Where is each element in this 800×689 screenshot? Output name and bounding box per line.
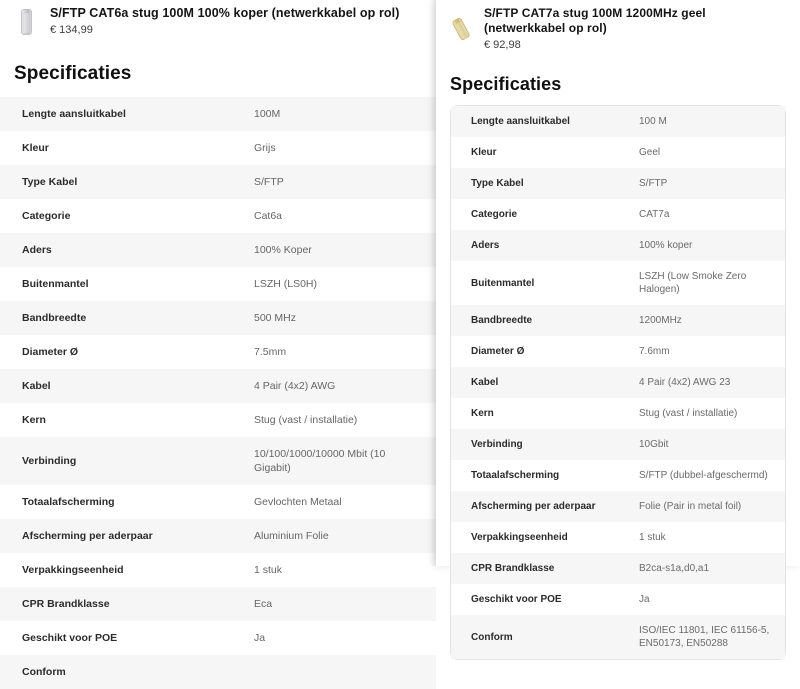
spec-value: 100% koper: [639, 240, 693, 251]
right-spec-table: [451, 106, 785, 659]
spec-key: Kabel: [471, 377, 499, 388]
spec-value: Geel: [639, 147, 661, 158]
right-product-header[interactable]: [436, 0, 800, 60]
spec-key: CPR Brandklasse: [471, 563, 555, 574]
spec-key: Kern: [471, 408, 494, 419]
spec-row: [451, 168, 785, 199]
spec-value: Cat6a: [254, 210, 283, 222]
spec-key: Totaalafscherming: [22, 496, 115, 508]
left-product-price: € 134,99: [50, 24, 93, 36]
spec-key: Afscherming per aderpaar: [22, 530, 153, 542]
spec-value: 1 stuk: [639, 532, 666, 543]
spec-key: Conform: [22, 666, 66, 678]
spec-row: [0, 131, 436, 165]
spec-key: Afscherming per aderpaar: [471, 501, 596, 512]
spec-value: Eca: [254, 598, 273, 610]
spec-key: Kern: [22, 414, 46, 426]
spec-row: [0, 165, 436, 199]
spec-key: Type Kabel: [22, 176, 78, 188]
spec-value: 100% Koper: [254, 244, 312, 256]
spec-row: [451, 429, 785, 460]
spec-value: [246, 655, 436, 689]
spec-row: [451, 398, 785, 429]
spec-key: Aders: [22, 244, 52, 256]
spec-row: [0, 621, 436, 655]
cable-reel-icon: [448, 14, 474, 44]
spec-key: Lengte aansluitkabel: [22, 108, 126, 120]
spec-value: Ja: [254, 632, 266, 644]
spec-key: Verbinding: [22, 455, 77, 467]
spec-value: 7.6mm: [639, 346, 670, 357]
spec-key: Categorie: [22, 210, 71, 222]
spec-key: Verpakkingseenheid: [471, 532, 568, 543]
spec-key: Geschikt voor POE: [471, 594, 562, 605]
spec-row: [451, 553, 785, 584]
left-product-title: S/FTP CAT6a stug 100M 100% koper (netwerkkabel op rol): [50, 6, 400, 20]
spec-value: Stug (vast / installatie): [254, 414, 358, 426]
right-product-panel: [436, 0, 800, 649]
spec-value: 1 stuk: [254, 564, 283, 576]
spec-key: Type Kabel: [471, 178, 524, 189]
right-section-heading: Specificaties: [450, 74, 562, 94]
spec-value: LSZH (Low Smoke Zero Halogen): [639, 271, 747, 295]
spec-value: Grijs: [254, 142, 276, 154]
spec-row: [451, 106, 785, 137]
spec-key: Bandbreedte: [471, 315, 533, 326]
spec-row: [0, 301, 436, 335]
left-product-header[interactable]: [0, 0, 436, 47]
spec-key: CPR Brandklasse: [22, 598, 110, 610]
spec-key: Lengte aansluitkabel: [471, 116, 570, 127]
spec-row: [0, 369, 436, 403]
cable-reel-icon: [14, 7, 40, 37]
spec-key: Buitenmantel: [22, 278, 89, 290]
spec-row: [451, 367, 785, 398]
spec-key: Kabel: [22, 380, 51, 392]
spec-value: 100M: [254, 108, 281, 120]
spec-value: 7.5mm: [254, 346, 287, 358]
spec-row: [0, 267, 436, 301]
spec-value: Folie (Pair in metal foil): [639, 501, 742, 512]
spec-value: S/FTP: [639, 178, 668, 189]
left-spec-table: [0, 97, 436, 689]
spec-value: Aluminium Folie: [254, 530, 329, 542]
spec-row: [0, 655, 436, 689]
spec-key: Aders: [471, 240, 500, 251]
spec-row: [451, 460, 785, 491]
spec-value: 100 M: [639, 116, 667, 127]
spec-row: [451, 199, 785, 230]
spec-row: [451, 336, 785, 367]
spec-key: Conform: [471, 631, 513, 643]
spec-value: Gevlochten Metaal: [254, 496, 342, 508]
spec-row: [451, 522, 785, 553]
spec-value: CAT7a: [639, 209, 670, 220]
spec-row: [0, 403, 436, 437]
spec-value: 10/100/1000/10000 Mbit (10 Gigabit): [254, 448, 386, 474]
spec-value: B2ca-s1a,d0,a1: [639, 563, 710, 574]
spec-row: [451, 261, 785, 305]
spec-key: Diameter Ø: [471, 346, 525, 357]
spec-row: [0, 485, 436, 519]
left-section-heading: Specificaties: [14, 63, 132, 84]
spec-value: ISO/IEC 11801, IEC 61156-5, EN50173, EN50288: [639, 625, 770, 649]
spec-row: [451, 305, 785, 336]
spec-key: Verbinding: [471, 439, 523, 450]
spec-row: [0, 199, 436, 233]
spec-value: Stug (vast / installatie): [639, 408, 738, 419]
spec-row: [0, 97, 436, 131]
spec-row: [0, 335, 436, 369]
spec-row: [451, 230, 785, 261]
spec-value: 4 Pair (4x2) AWG 23: [639, 377, 731, 388]
spec-row: [451, 584, 785, 615]
right-product-title: S/FTP CAT7a stug 100M 1200MHz geel (netwerkkabel op rol): [484, 6, 706, 35]
spec-row: [0, 553, 436, 587]
spec-row: [0, 587, 436, 621]
spec-key: Buitenmantel: [471, 277, 535, 289]
spec-value: S/FTP: [254, 176, 284, 188]
spec-row: [451, 615, 785, 659]
spec-value: Ja: [639, 594, 650, 605]
spec-row: [0, 437, 436, 485]
spec-row: [451, 491, 785, 522]
spec-value: 10Gbit: [639, 439, 669, 450]
spec-row: [0, 233, 436, 267]
spec-key: Diameter Ø: [22, 346, 79, 358]
spec-value: 1200MHz: [639, 315, 682, 326]
spec-value: 500 MHz: [254, 312, 297, 324]
spec-key: Totaalafscherming: [471, 470, 560, 481]
right-spec-card: [450, 105, 786, 660]
spec-value: 4 Pair (4x2) AWG: [254, 380, 336, 392]
spec-key: Kleur: [22, 142, 49, 154]
spec-key: Verpakkingseenheid: [22, 564, 124, 576]
spec-key: Kleur: [471, 147, 497, 158]
spec-value: S/FTP (dubbel-afgeschermd): [639, 470, 768, 481]
spec-key: Categorie: [471, 209, 518, 220]
spec-value: LSZH (LS0H): [254, 278, 318, 290]
spec-key: Geschikt voor POE: [22, 632, 118, 644]
right-product-price: € 92,98: [484, 39, 521, 51]
spec-row: [451, 137, 785, 168]
spec-key: Bandbreedte: [22, 312, 87, 324]
spec-row: [0, 519, 436, 553]
